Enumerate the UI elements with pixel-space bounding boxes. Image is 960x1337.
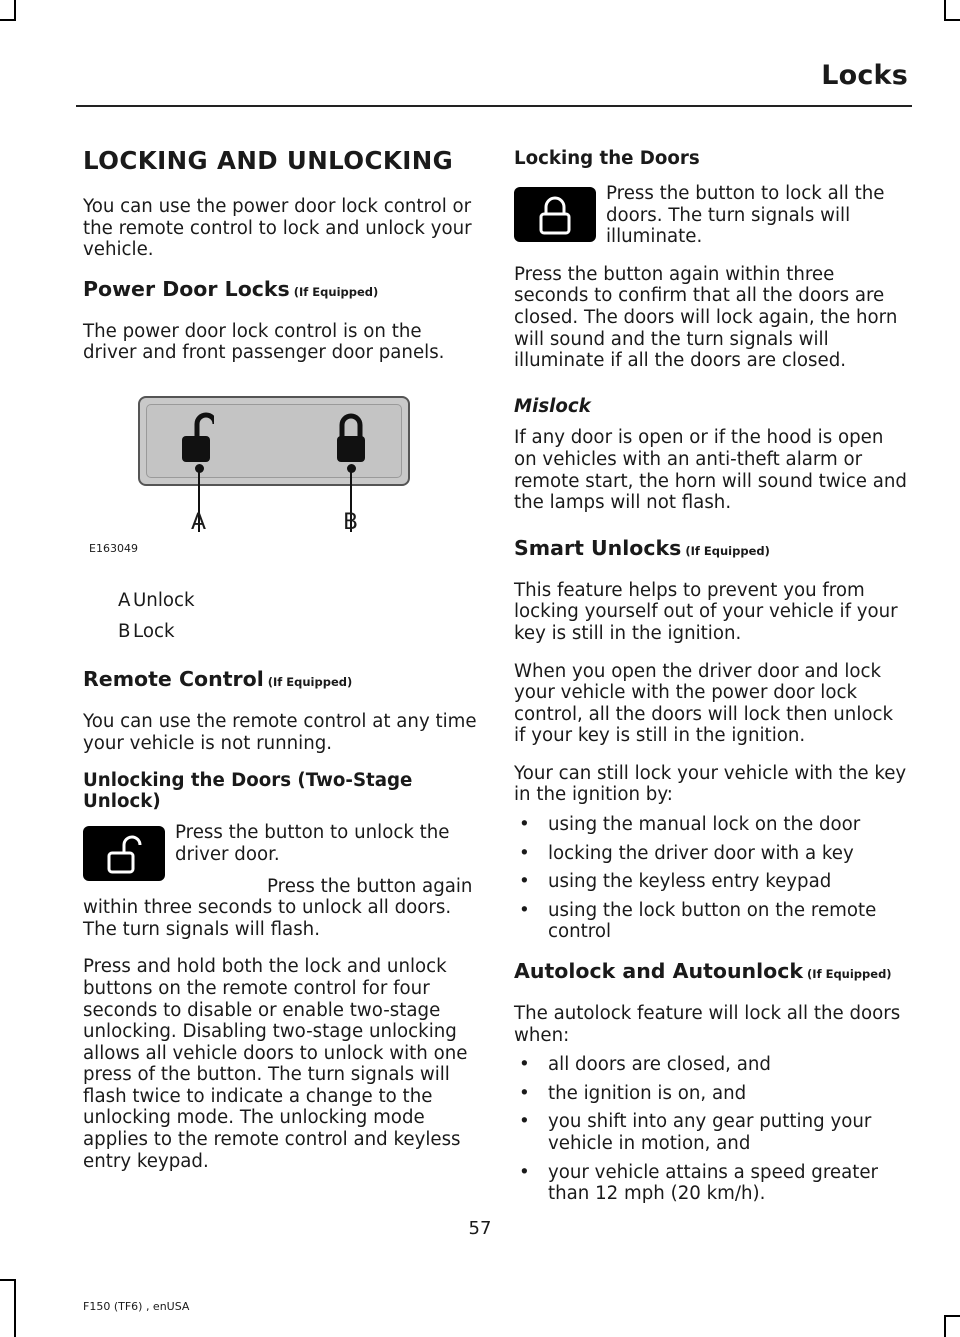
unlock-paragraph-3: Press and hold both the lock and unlock buttons on the remote control for four seconds to disable or enable two-stage unlocking. Disabling two-stage unlocking allows all vehicle doors to unlock with one press of the button. The turn signals will flash twice to indicate a change to the unlocking mode. The unlocking mode applies to the remote control and keyless entry keypad.: [83, 956, 468, 1172]
crop-mark: [944, 0, 946, 20]
list-item: • using the keyless entry keypad: [514, 871, 910, 893]
document-id: F150 (TF6) , enUSA: [83, 1300, 190, 1313]
remote-lock-button-icon: [514, 187, 596, 242]
heading-mislock: Mislock: [514, 395, 591, 417]
list-item: • using the lock button on the remote control: [514, 900, 910, 943]
crop-mark: [944, 19, 960, 21]
list-item: • you shift into any gear putting your vehicle in motion, and: [514, 1111, 910, 1154]
if-equipped-tag: (If Equipped): [293, 284, 379, 299]
smart-paragraph-3: Your can still lock your vehicle with the key in the ignition by:: [514, 762, 907, 806]
smart-unlock-list: [514, 814, 910, 943]
figure-legend: [83, 588, 478, 649]
lock-switch-panel: [138, 396, 410, 486]
smart-paragraph-2: When you open the driver door and lock your vehicle with the power door lock control, all the doors will lock then unlock if your key is still in the ignition.: [514, 660, 894, 747]
heading-locking-doors: Locking the Doors: [514, 148, 700, 169]
crop-mark: [0, 1279, 16, 1281]
mislock-paragraph: If any door is open or if the hood is open on vehicles with an anti-theft alarm or remote start, the horn will sound twice and the lamps will not flash.: [514, 427, 907, 514]
autolock-list: [514, 1054, 910, 1205]
legend-label: Unlock: [133, 589, 195, 611]
if-equipped-tag: (If Equipped): [267, 675, 353, 690]
callout-label-b: B: [343, 509, 359, 535]
crop-mark: [0, 19, 16, 21]
heading-power-door-locks: Power Door Locks (If Equipped): [83, 276, 379, 301]
left-column: [83, 140, 478, 1188]
list-item: • the ignition is on, and: [514, 1083, 910, 1105]
heading-autolock: Autolock and Autounlock (If Equipped): [514, 959, 892, 984]
crop-mark: [14, 0, 16, 20]
callout-label-a: A: [191, 509, 207, 535]
unlock-icon: [180, 412, 214, 464]
autolock-paragraph: The autolock feature will lock all the doors when:: [514, 1003, 901, 1046]
unlock-icon: [104, 834, 144, 874]
crop-mark: [944, 1317, 946, 1337]
if-equipped-tag: (If Equipped): [807, 967, 892, 982]
lock-icon: [334, 412, 368, 464]
intro-paragraph: You can use the power door lock control or the remote control to lock and unlock your vehicle.: [83, 196, 472, 261]
power-locks-paragraph: The power door lock control is on the driver and front passenger door panels.: [83, 320, 445, 364]
header-divider: [76, 105, 912, 107]
door-lock-control-figure: [83, 386, 423, 558]
legend-label: Lock: [133, 620, 175, 642]
remote-unlock-button-icon: [83, 826, 165, 881]
lock-paragraph-1: Press the button to lock all the doors. The turn signals will illuminate.: [606, 183, 885, 248]
unlock-paragraph-2: Press the button again within three seconds to unlock all doors. The turn signals will flash.: [83, 875, 473, 940]
heading-smart-unlocks: Smart Unlocks (If Equipped): [514, 535, 770, 560]
page-number: 57: [468, 1218, 492, 1239]
legend-key: A: [118, 589, 131, 611]
crop-mark: [14, 1281, 16, 1337]
section-heading-locking: LOCKING AND UNLOCKING: [83, 146, 454, 175]
list-item: • all doors are closed, and: [514, 1054, 910, 1076]
page-header-title: Locks: [821, 60, 908, 91]
right-column: [514, 140, 910, 1221]
heading-unlocking-doors: Unlocking the Doors (Two-Stage Unlock): [83, 770, 413, 813]
lock-paragraph-2: Press the button again within three seconds to confirm that all the doors are closed. The doors will lock again, the horn will sound and the turn signals will illuminate if all the doors are closed.: [514, 263, 898, 372]
legend-key: B: [118, 620, 131, 642]
crop-mark: [944, 1315, 960, 1317]
list-item: • using the manual lock on the door: [514, 814, 910, 836]
list-item: • locking the driver door with a key: [514, 843, 910, 865]
smart-paragraph-1: This feature helps to prevent you from locking yourself out of your vehicle if your key is still in the ignition.: [514, 579, 898, 644]
figure-code: E163049: [89, 541, 138, 555]
if-equipped-tag: (If Equipped): [685, 543, 770, 558]
unlock-paragraph-1: Press the button to unlock the driver door.: [175, 822, 450, 865]
heading-remote-control: Remote Control (If Equipped): [83, 667, 353, 692]
lock-icon: [535, 195, 575, 235]
remote-paragraph: You can use the remote control at any time your vehicle is not running.: [83, 711, 477, 754]
list-item: • your vehicle attains a speed greater than 12 mph (20 km/h).: [514, 1162, 910, 1205]
